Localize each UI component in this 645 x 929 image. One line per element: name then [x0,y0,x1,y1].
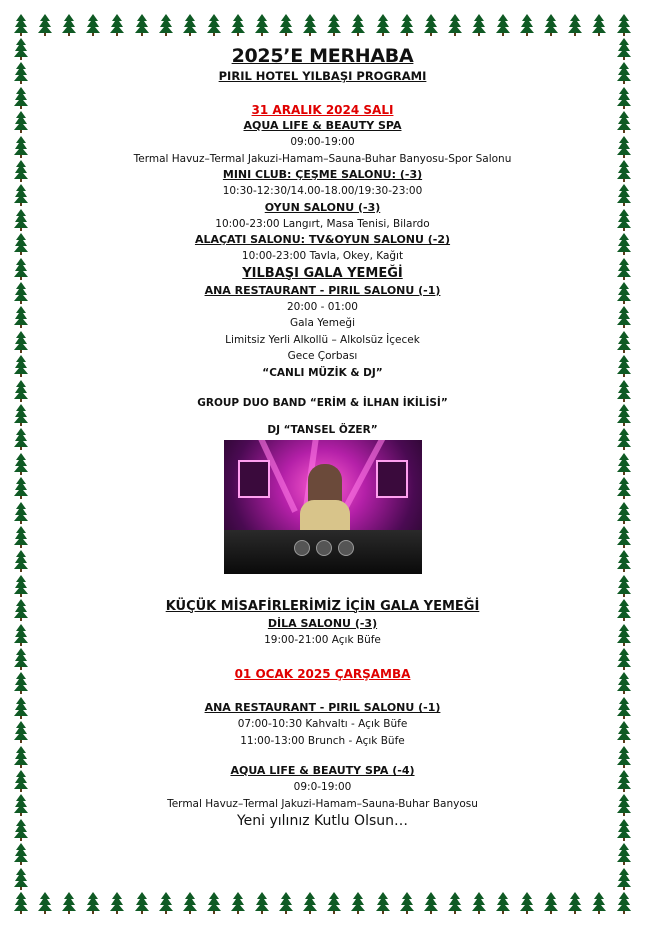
tree-icon [617,550,631,572]
tree-icon [617,306,631,328]
tree-icon [617,794,631,816]
tree-icon [14,502,28,524]
day2-spa-desc: Termal Havuz–Termal Jakuzi-Hamam–Sauna-Buhar Banyosu [167,797,478,810]
tree-icon [14,868,28,890]
tree-icon [544,14,558,36]
tree-icon [14,624,28,646]
tree-icon [14,428,28,450]
miniclub-title: MINI CLUB: ÇEŞME SALONU: (-3) [222,168,423,181]
day1-date: 31 ARALIK 2024 SALI [251,103,394,117]
tree-icon [14,648,28,670]
tree-icon [14,331,28,353]
tree-icon [617,160,631,182]
tree-icon [86,14,100,36]
day2-spa-hours: 09:0-19:00 [293,781,352,793]
tree-icon [303,14,317,36]
tree-icon [617,258,631,280]
tree-icon [592,14,606,36]
tree-icon [14,306,28,328]
tree-icon [617,648,631,670]
tree-icon [617,697,631,719]
tree-icon [617,404,631,426]
tree-icon [617,819,631,841]
tree-icon [14,746,28,768]
tree-icon [135,892,149,914]
gala-dj: DJ “TANSEL ÖZER” [267,423,378,436]
tree-icon [617,672,631,694]
tree-icon [14,404,28,426]
kids-gala-desc: 19:00-21:00 Açık Büfe [264,633,381,646]
tree-icon [14,233,28,255]
tree-icon [617,599,631,621]
tree-icon [351,892,365,914]
gala-item-2: Limitsiz Yerli Alkollü – Alkolsüz İçecek [225,333,420,346]
day2-spa-title: AQUA LIFE & BEAUTY SPA (-4) [230,764,415,777]
tree-icon [617,892,631,914]
tree-icon [14,770,28,792]
tree-icon [617,62,631,84]
tree-icon [617,453,631,475]
tree-icon [617,111,631,133]
day1-spa-desc: Termal Havuz–Termal Jakuzi-Hamam–Sauna-Buhar Banyosu-Spor Salonu [133,152,512,165]
tree-icon [472,892,486,914]
tree-icon [110,892,124,914]
day2-restaurant-title: ANA RESTAURANT - PIRIL SALONU (-1) [204,701,441,714]
tree-icon [14,62,28,84]
day1-spa-title: AQUA LIFE & BEAUTY SPA [243,119,402,132]
tree-icon [617,746,631,768]
tree-icon [110,14,124,36]
tree-icon [86,892,100,914]
tree-icon [448,892,462,914]
tree-icon [520,14,534,36]
tree-icon [14,87,28,109]
tree-icon [62,892,76,914]
tree-icon [617,282,631,304]
tree-icon [592,892,606,914]
tree-icon [14,526,28,548]
alacati-desc: 10:00-23:00 Tavla, Okey, Kağıt [241,250,404,262]
gala-band: GROUP DUO BAND “ERİM & İLHAN İKİLİSİ” [197,396,448,409]
tree-icon [400,892,414,914]
kids-gala-venue: DİLA SALONU (-3) [267,616,378,630]
tree-icon [617,136,631,158]
tree-icon [617,575,631,597]
tree-icon [159,14,173,36]
tree-icon [617,770,631,792]
tree-icon [400,14,414,36]
tree-icon [14,258,28,280]
alacati-title: ALAÇATI SALONU: TV&OYUN SALONU (-2) [194,233,451,246]
tree-icon [62,14,76,36]
tree-icon [14,160,28,182]
tree-icon [617,331,631,353]
tree-icon [279,14,293,36]
tree-icon [14,380,28,402]
gala-music: “CANLI MÜZİK & DJ” [262,366,383,379]
day1-spa-hours: 09:00-19:00 [290,136,355,148]
tree-icon [376,892,390,914]
tree-icon [568,892,582,914]
tree-icon [38,892,52,914]
tree-icon [617,38,631,60]
tree-icon [544,892,558,914]
tree-icon [617,477,631,499]
tree-icon [520,892,534,914]
tree-icon [14,282,28,304]
tree-icon [14,819,28,841]
tree-icon [617,233,631,255]
gala-venue: ANA RESTAURANT - PIRIL SALONU (-1) [204,283,441,297]
gala-item-1: Gala Yemeği [289,317,355,329]
tree-icon [255,14,269,36]
tree-icon [617,184,631,206]
tree-icon [14,599,28,621]
tree-icon [14,794,28,816]
tree-icon [14,209,28,231]
page-subtitle: PIRIL HOTEL YILBAŞI PROGRAMI [218,69,427,83]
day2-date: 01 OCAK 2025 ÇARŞAMBA [234,667,411,681]
tree-icon [14,477,28,499]
tree-icon [14,38,28,60]
tree-icon [303,892,317,914]
tree-icon [617,502,631,524]
tree-icon [279,892,293,914]
day2-breakfast: 07:00-10:30 Kahvaltı - Açık Büfe [237,718,408,730]
tree-icon [14,672,28,694]
gala-hours: 20:00 - 01:00 [287,300,358,313]
day2-brunch: 11:00-13:00 Brunch - Açık Büfe [240,734,405,747]
tree-icon [327,892,341,914]
tree-icon [351,14,365,36]
tree-icon [183,14,197,36]
tree-icon [231,892,245,914]
tree-icon [617,721,631,743]
tree-icon [448,14,462,36]
tree-icon [14,575,28,597]
tree-icon [424,14,438,36]
game-room-desc: 10:00-23:00 Langırt, Masa Tenisi, Bilardo [215,217,430,230]
tree-icon [617,526,631,548]
tree-icon [14,843,28,865]
tree-icon [14,184,28,206]
tree-icon [14,136,28,158]
tree-icon [14,892,28,914]
program-page [40,40,605,830]
miniclub-hours: 10:30-12:30/14.00-18.00/19:30-23:00 [222,185,423,197]
page-title: 2025’E MERHABA [231,45,414,67]
tree-icon [376,14,390,36]
gala-title: YILBAŞI GALA YEMEĞİ [242,265,403,281]
tree-icon [14,721,28,743]
tree-icon [14,355,28,377]
tree-icon [472,14,486,36]
tree-icon [207,892,221,914]
tree-icon [14,14,28,36]
game-room-title: OYUN SALONU (-3) [264,200,381,214]
tree-icon [327,14,341,36]
dj-photo [224,440,422,574]
tree-icon [617,624,631,646]
tree-icon [207,14,221,36]
tree-icon [183,892,197,914]
tree-icon [568,14,582,36]
tree-icon [617,843,631,865]
kids-gala-title: KÜÇÜK MİSAFİRLERİMİZ İÇİN GALA YEMEĞİ [165,598,480,614]
tree-icon [255,892,269,914]
tree-icon [135,14,149,36]
tree-icon [14,697,28,719]
tree-icon [617,380,631,402]
tree-icon [617,868,631,890]
tree-icon [424,892,438,914]
tree-icon [496,892,510,914]
tree-icon [496,14,510,36]
tree-icon [617,355,631,377]
tree-icon [617,428,631,450]
tree-icon [14,453,28,475]
tree-icon [14,550,28,572]
tree-icon [231,14,245,36]
tree-icon [617,87,631,109]
tree-icon [617,209,631,231]
gala-item-3: Gece Çorbası [287,350,358,362]
tree-icon [159,892,173,914]
closing-wish: Yeni yılınız Kutlu Olsun… [236,813,409,829]
tree-icon [14,111,28,133]
tree-icon [38,14,52,36]
tree-icon [617,14,631,36]
